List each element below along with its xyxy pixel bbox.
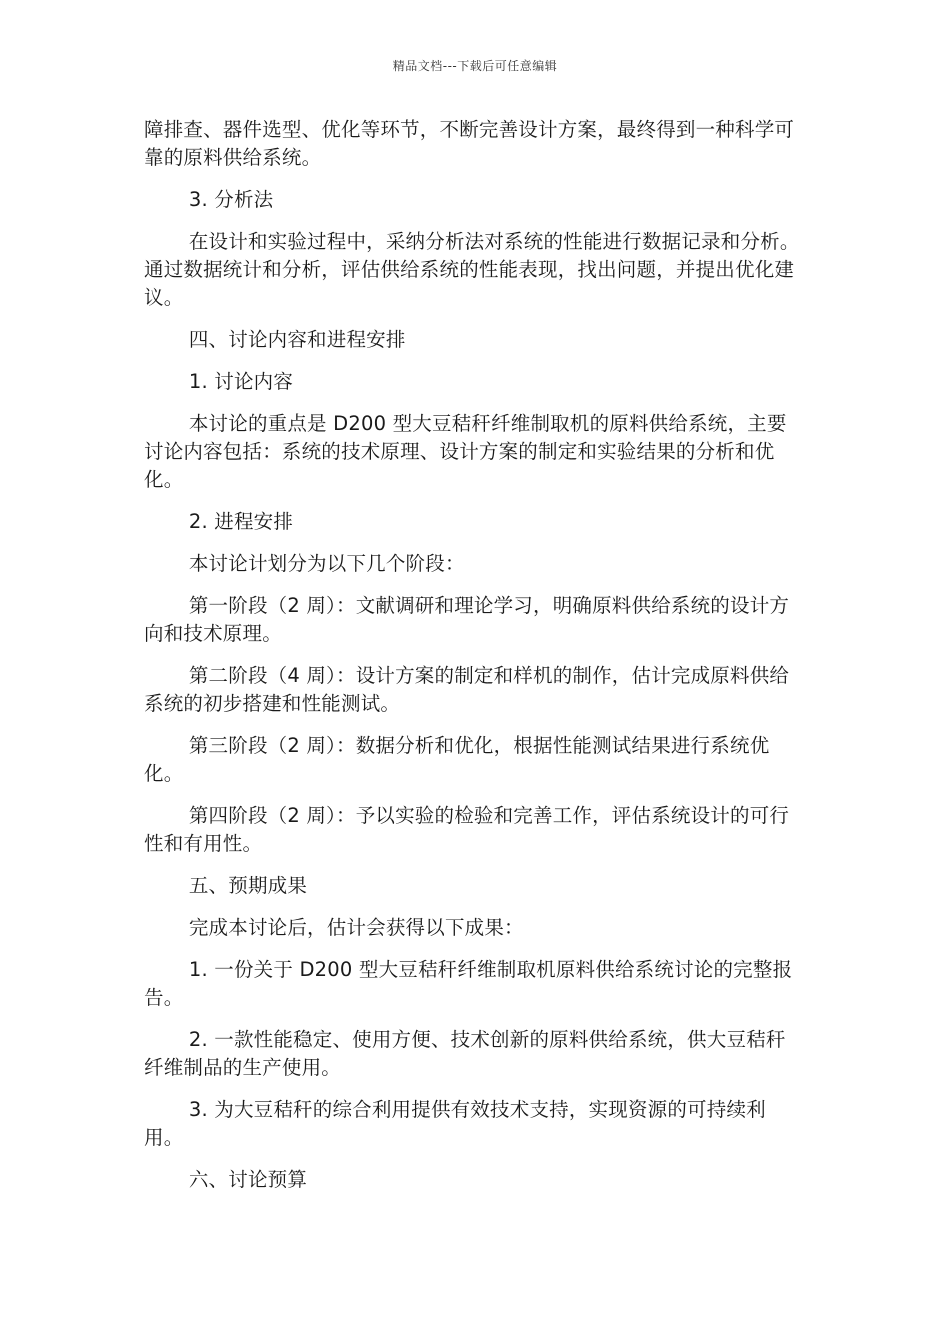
document-body — [144, 116, 804, 1208]
heading-method-analysis: 3. 分析法 — [188, 188, 274, 211]
section-heading-6: 六、讨论预算 — [188, 1168, 308, 1191]
subheading-content: 1. 讨论内容 — [188, 370, 294, 393]
paragraph-stage-4: 第四阶段（2 周）：予以实验的检验和完善工作，评估系统设计的可行性和有用性。 — [144, 804, 790, 855]
paragraph-stage-3: 第三阶段（2 周）：数据分析和优化，根据性能测试结果进行系统优化。 — [144, 734, 770, 785]
paragraph-result-3: 3. 为大豆秸秆的综合利用提供有效技术支持，实现资源的可持续利用。 — [144, 1098, 766, 1149]
paragraph-schedule-intro: 本讨论计划分为以下几个阶段： — [188, 552, 465, 575]
paragraph-content: 本讨论的重点是 D200 型大豆秸秆纤维制取机的原料供给系统，主要讨论内容包括：系统的技术原理、设计方案的制定和实验结果的分析和优化。 — [144, 412, 787, 491]
subheading-schedule: 2. 进程安排 — [188, 510, 294, 533]
page-header: 精品文档---下载后可任意编辑 — [392, 59, 558, 73]
paragraph-results-intro: 完成本讨论后，估计会获得以下成果： — [188, 916, 524, 939]
section-heading-4: 四、讨论内容和进程安排 — [188, 328, 406, 351]
paragraph-continued: 障排查、器件选型、优化等环节，不断完善设计方案，最终得到一种科学可靠的原料供给系统。 — [144, 118, 795, 169]
section-heading-5: 五、预期成果 — [188, 874, 308, 897]
paragraph-analysis: 在设计和实验过程中，采纳分析法对系统的性能进行数据记录和分析。通过数据统计和分析，评估供给系统的性能表现，找出问题，并提出优化建议。 — [144, 230, 800, 309]
paragraph-stage-1: 第一阶段（2 周）：文献调研和理论学习，明确原料供给系统的设计方向和技术原理。 — [144, 594, 790, 645]
paragraph-result-1: 1. 一份关于 D200 型大豆秸秆纤维制取机原料供给系统讨论的完整报告。 — [144, 958, 793, 1009]
paragraph-result-2: 2. 一款性能稳定、使用方便、技术创新的原料供给系统，供大豆秸秆纤维制品的生产使用。 — [144, 1028, 786, 1079]
paragraph-stage-2: 第二阶段（4 周）：设计方案的制定和样机的制作，估计完成原料供给系统的初步搭建和性能测试。 — [144, 664, 790, 715]
